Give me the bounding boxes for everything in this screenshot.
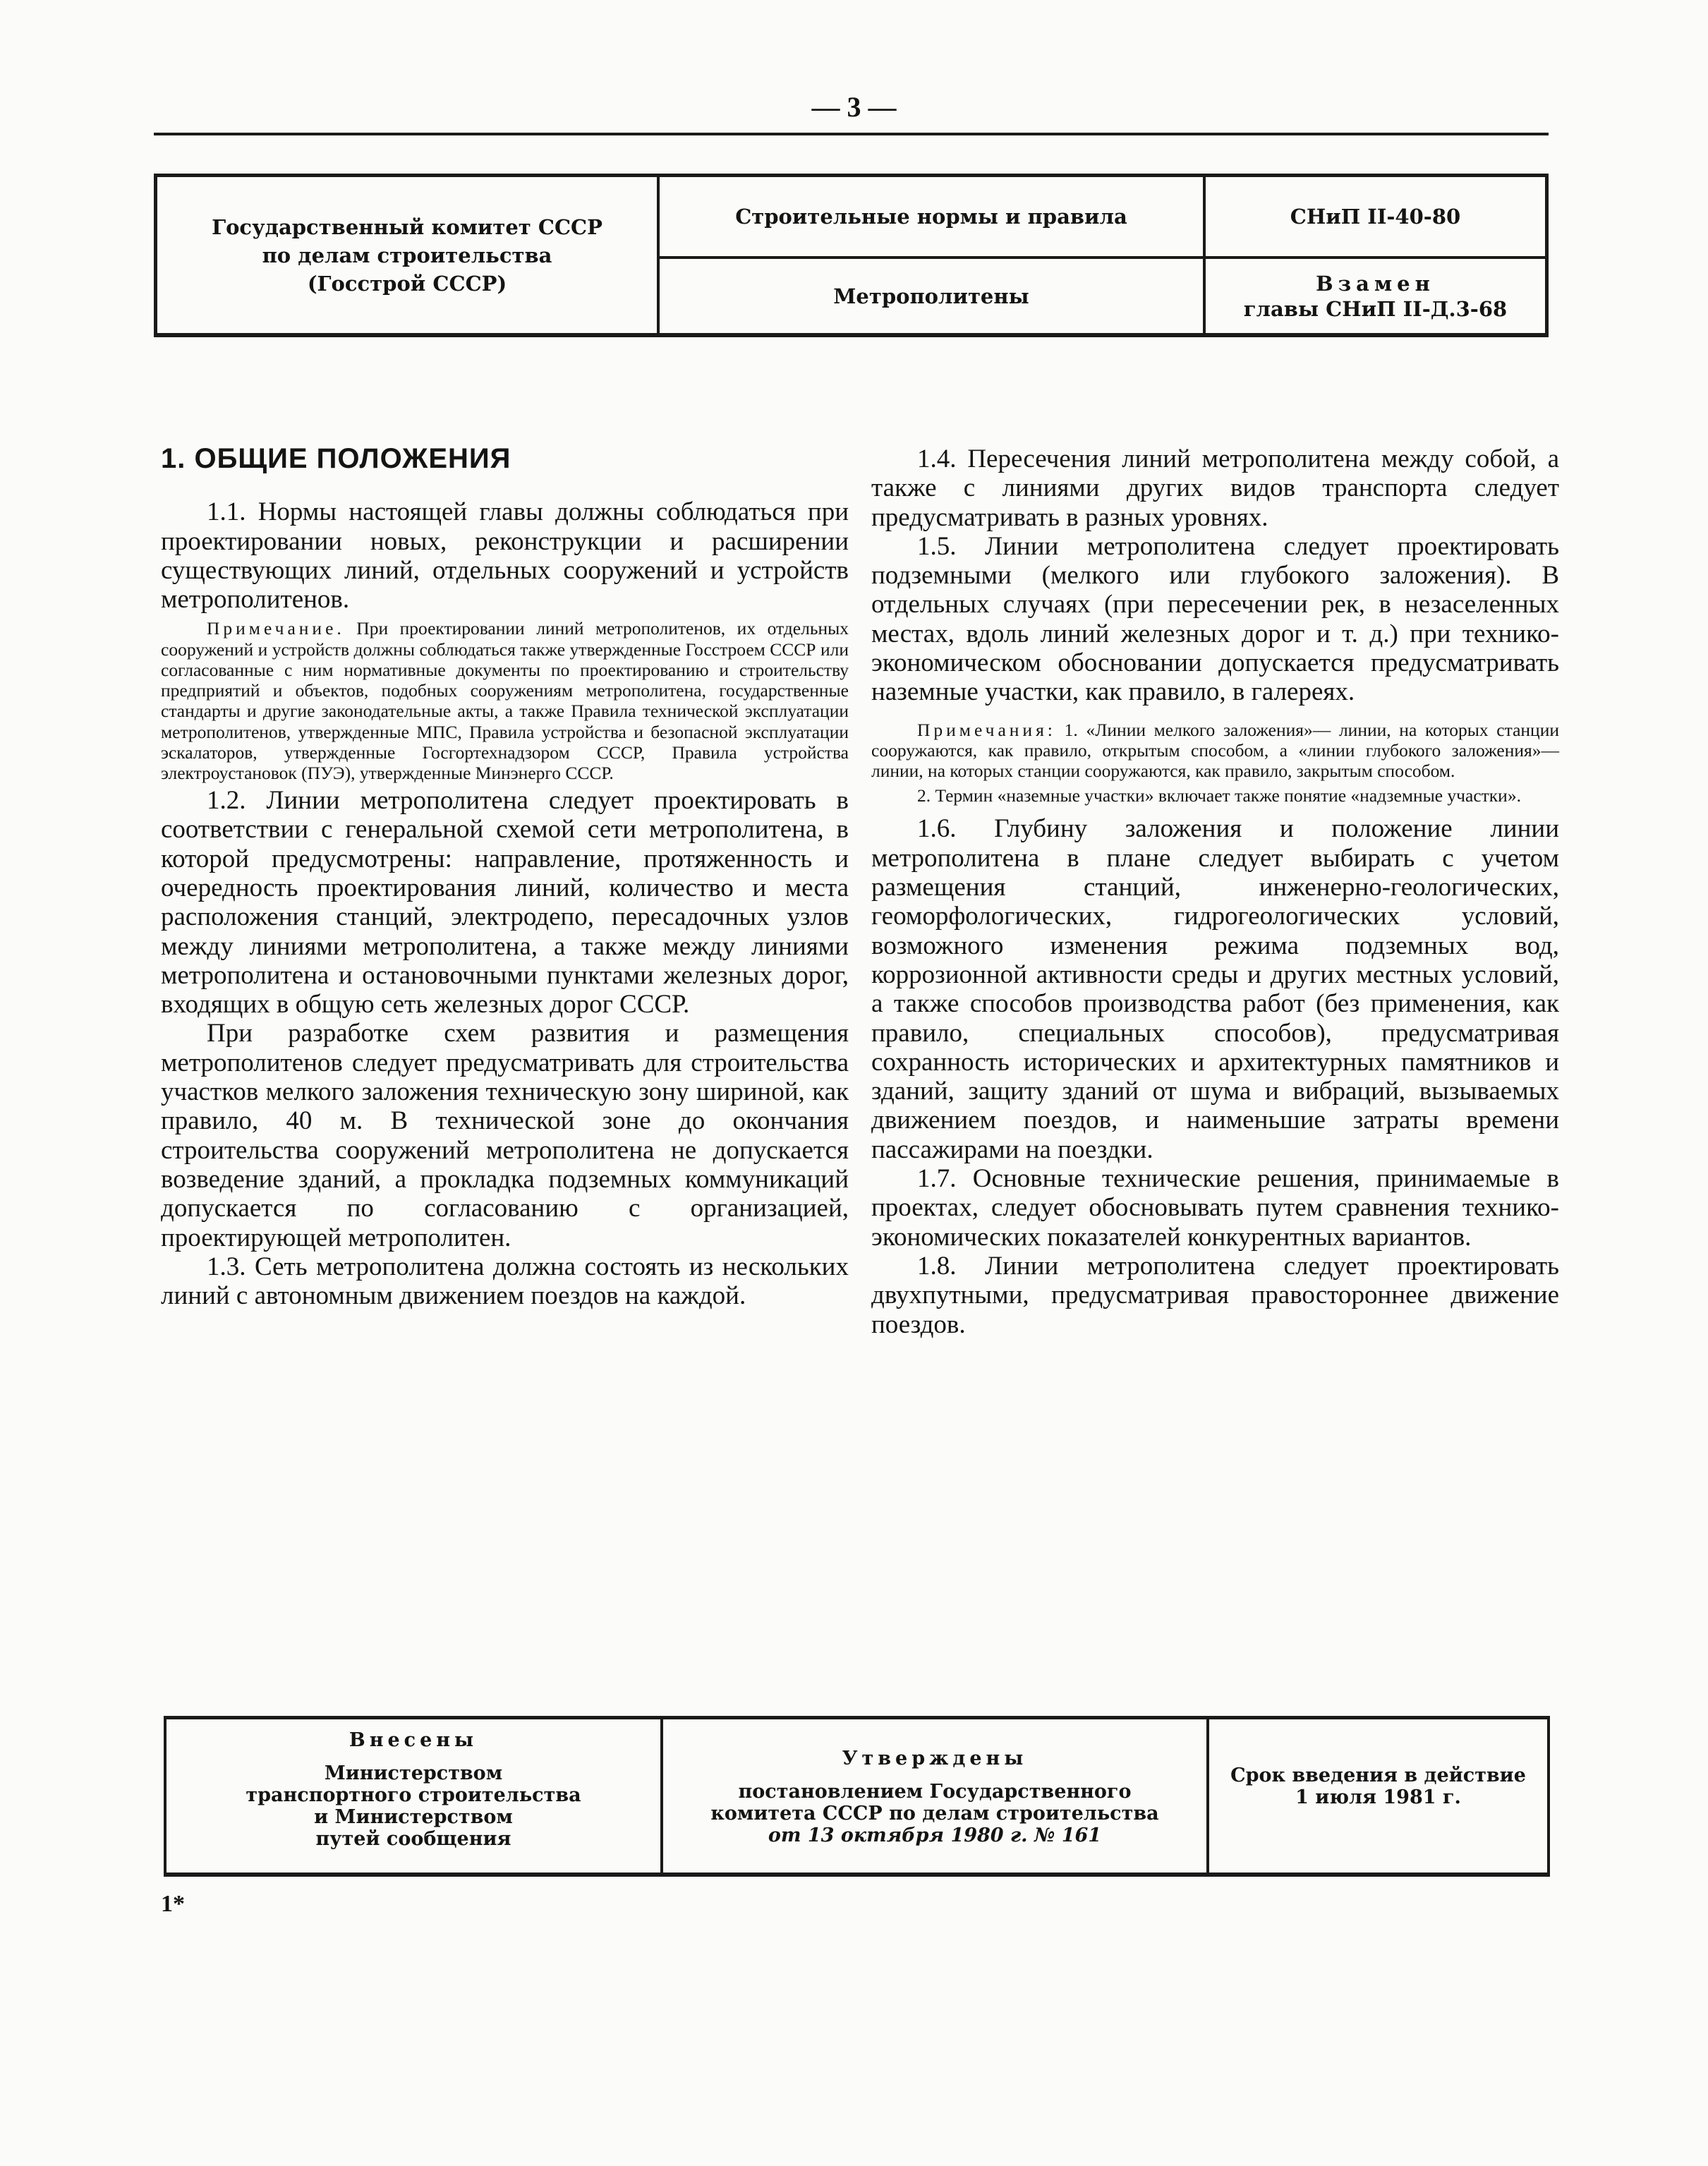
header-middle-cell (660, 177, 1206, 333)
approved-text: постановлением Государственного комитета СССР по делам строительства (710, 1781, 1159, 1825)
clause-1-3 (161, 1252, 849, 1311)
footer-table (164, 1716, 1550, 1877)
clause-number: 1.3. (207, 1252, 246, 1281)
note-2-item-2: 2. Термин «наземные участки» включает также понятие «надземные участки». (917, 785, 1521, 806)
clause-1-2-continued: При разработке схем развития и размещения метрополитенов следует предусматривать для строительства участков мелкого заложения техническую зону шириной, как правило, 40 м. В технической зоне до окончания строительства сооружений метрополитена не допускается возведение зданий, а прокладка подземных коммуникаций допускается по согласованию с организацией, проектирующей метрополитен. (161, 1019, 849, 1252)
header-authority (157, 177, 660, 333)
note-1 (161, 618, 849, 783)
clause-1-2 (161, 786, 849, 1019)
left-column (161, 444, 849, 1310)
submitted-cell (166, 1719, 663, 1872)
clause-number: 1.7. (917, 1164, 957, 1194)
header-right-cell (1206, 177, 1545, 333)
replaces-value: главы СНиП II-Д.3-68 (1243, 297, 1508, 321)
header-table (154, 174, 1549, 337)
clause-1-1 (161, 497, 849, 614)
clause-number: 1.1. (207, 497, 246, 527)
submitted-by: Министерством транспортного строительства и Министерством путей сообщения (246, 1762, 581, 1850)
approved-cell (663, 1719, 1209, 1872)
clause-number: 1.4. (917, 444, 957, 473)
note-2 (871, 720, 1559, 782)
note-text: 1. «Линии мелкого заложения»— линии, на которых станции сооружаются, как правило, открытым способом, а «линии глубокого заложения»— линии, на которых станции сооружаются, как правило, закрытым способом. (871, 719, 1559, 782)
authority-text: Государственный комитет СССР по делам строительства (Госстрой СССР) (212, 214, 602, 296)
note-text: При проектировании линий метрополитенов, их отдельных сооружений и устройств должны соблюдаться также утвержденные Госстроем СССР или согласованные с ним нормативные документы по проектированию и строительству предприятий и объектов, подобных сооружениям метрополитена, государственные стандарты и другие законодательные акты, а также Правила технической эксплуатации метрополитенов, утвержденные МПС, Правила устройства и безопасной эксплуатации эскалаторов, утвержденные Госгортехнадзором СССР, Правила устройства электроустановок (ПУЭ), утвержденные Минэнерго СССР. (161, 618, 849, 783)
clause-text: Линии метрополитена следует проектировать подземными (мелкого или глубокого заложения). В отдельных случаях (при пересечении рек, в незаселенных местах, вдоль линий железных дорог и т. д.) при технико-экономическом обосновании допускается предусматривать наземные участки, как правило, в галереях. (871, 531, 1559, 707)
note-label: Примечание. (207, 618, 345, 639)
clause-1-6 (871, 814, 1559, 1164)
doc-code: СНиП II-40-80 (1206, 177, 1545, 259)
clause-number: 1.5. (917, 531, 957, 561)
replaces-block (1206, 259, 1545, 334)
clause-text: Сеть метрополитена должна состоять из нескольких линий с автономным движением поездов на каждой. (161, 1252, 849, 1311)
submitted-label: Внесены (349, 1729, 478, 1751)
clause-text: Линии метрополитена следует проектировать в соответствии с генеральной схемой сети метрополитена, в которой предусмотрены: направление, протяженность и очередность проектирования линий, количество и места расположения станций, электродепо, пересадочных узлов между линиями метрополитена, а также между линиями метрополитена и остановочными пунктами железных дорог, входящих в общую сеть железных дорог СССР. (161, 786, 849, 1020)
clause-1-7 (871, 1164, 1559, 1252)
clause-text: Глубину заложения и положение линии метрополитена в плане следует выбирать с учетом размещения станций, инженерно-геологических, геоморфологических, гидрогеологических условий, возможного изменения режима подземных вод, коррозионной активности среды и других местных условий, а также способов производства работ (без применения, как правило, специальных способов), предусматривая сохранность исторических и архитектурных памятников и зданий, защиту зданий от шума и вибраций, вызываемых движением поездов, и наименьшие затраты времени пассажирами на поездки. (871, 814, 1559, 1164)
clause-number: 1.6. (917, 814, 957, 844)
page-number: — 3 — (811, 91, 897, 123)
clause-1-5 (871, 532, 1559, 707)
doc-type: Строительные нормы и правила (660, 177, 1203, 259)
note-label: Примечания: (917, 719, 1056, 740)
clause-1-8 (871, 1252, 1559, 1339)
section-heading: 1. ОБЩИЕ ПОЛОЖЕНИЯ (161, 443, 511, 474)
effective-date: Срок введения в действие 1 июля 1981 г. (1230, 1765, 1526, 1808)
doc-title: Метрополитены (833, 284, 1029, 308)
signature-mark: 1* (161, 1891, 185, 1917)
clause-number: 1.2. (207, 786, 246, 816)
right-column (871, 444, 1559, 1339)
replaces-label: Взамен (1316, 272, 1435, 296)
approved-date: от 13 октября 1980 г. № 161 (768, 1825, 1102, 1846)
clause-text: Нормы настоящей главы должны соблюдаться при проектировании новых, реконструкции и расширении существующих линий, отдельных сооружений и устройств метрополитенов. (161, 497, 849, 615)
clause-text: Основные технические решения, принимаемые в проектах, следует обосновывать путем сравнения технико-экономических показателей конкурентных вариантов. (871, 1164, 1559, 1252)
clause-text: Пересечения линий метрополитена между собой, а также с линиями других видов транспорта следует предусматривать в разных уровнях. (871, 444, 1559, 532)
clause-1-4 (871, 444, 1559, 532)
approved-label: Утверждены (842, 1748, 1028, 1769)
clause-text: Линии метрополитена следует проектировать двухпутными, предусматривая правостороннее движение поездов. (871, 1251, 1559, 1339)
effective-cell (1209, 1719, 1547, 1872)
clause-number: 1.8. (917, 1251, 957, 1281)
top-rule (154, 133, 1549, 135)
